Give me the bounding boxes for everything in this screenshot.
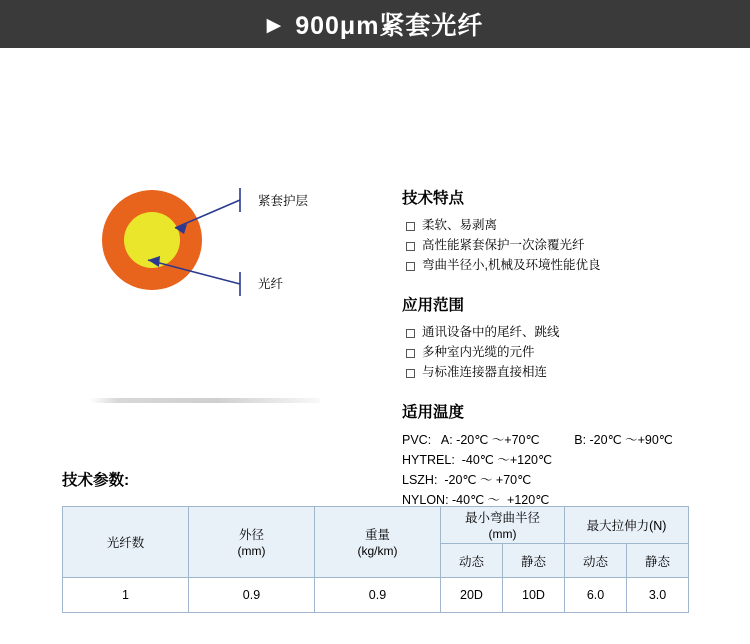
cell-outer-diameter: 0.9 (189, 578, 315, 613)
header-fiber-count: 光纤数 (63, 507, 189, 578)
fiber-strand-image (90, 398, 320, 403)
applications-heading: 应用范围 (402, 297, 465, 314)
cell-fiber-count: 1 (63, 578, 189, 613)
header-outer-diameter-unit: (mm) (237, 544, 266, 558)
checkbox-icon (406, 369, 415, 378)
header-weight-unit: (kg/km) (357, 544, 398, 558)
fiber-core-shape (124, 212, 180, 268)
temperature-line: HYTREL: -40℃ ～+120℃ (402, 453, 553, 467)
feature-item-label: 弯曲半径小,机械及环境性能优良 (422, 258, 601, 272)
checkbox-icon (406, 329, 415, 338)
triangle-right-icon: ▶ (266, 14, 282, 36)
header-outer-diameter (189, 507, 315, 578)
application-item (402, 343, 732, 362)
parameters-table (62, 506, 689, 613)
header-bend-static: 静态 (503, 544, 565, 578)
checkbox-icon (406, 242, 415, 251)
header-tensile-static: 静态 (627, 544, 689, 578)
application-item-label: 与标准连接器直接相连 (422, 365, 548, 379)
temperature-list (402, 430, 732, 510)
temperature-line: NYLON: -40℃ ～ +120℃ (402, 493, 550, 507)
header-outer-diameter-label: 外径 (238, 528, 264, 542)
checkbox-icon (406, 262, 415, 271)
header-max-tensile: 最大拉伸力(N) (565, 507, 689, 544)
cell-tensile-static: 3.0 (627, 578, 689, 613)
application-item-label: 多种室内光缆的元件 (422, 345, 535, 359)
cell-bend-dynamic: 20D (441, 578, 503, 613)
feature-item-label: 柔软、易剥离 (422, 218, 498, 232)
table-row (63, 578, 689, 613)
header-weight (315, 507, 441, 578)
feature-item (402, 256, 732, 275)
header-min-bend-radius (441, 507, 565, 544)
header-min-bend-radius-label: 最小弯曲半径 (465, 511, 541, 525)
application-item-label: 通讯设备中的尾纤、跳线 (422, 325, 560, 339)
fiber-diagram (0, 48, 380, 468)
page-header (0, 0, 750, 48)
header-tensile-dynamic: 动态 (565, 544, 627, 578)
header-min-bend-radius-unit: (mm) (488, 527, 517, 541)
page-title: 900μm紧套光纤 (295, 12, 484, 40)
header-bend-dynamic: 动态 (441, 544, 503, 578)
cell-bend-static: 10D (503, 578, 565, 613)
checkbox-icon (406, 349, 415, 358)
specs-column (402, 186, 732, 510)
temperature-line: PVC: A: -20℃ ～+70℃ B: -20℃ ～+90℃ (402, 433, 673, 447)
feature-item (402, 216, 732, 235)
table-head (63, 507, 689, 578)
label-optical-fiber: 光纤 (258, 277, 284, 291)
features-heading: 技术特点 (402, 190, 465, 207)
table-header-row-top (63, 507, 689, 544)
feature-item-label: 高性能紧套保护一次涂覆光纤 (422, 238, 585, 252)
table-body (63, 578, 689, 613)
table-caption: 技术参数: (62, 472, 130, 489)
feature-item (402, 236, 732, 255)
cell-tensile-dynamic: 6.0 (565, 578, 627, 613)
temperature-line: LSZH: -20℃ ～ +70℃ (402, 473, 532, 487)
temperature-heading: 适用温度 (402, 404, 465, 421)
application-item (402, 363, 732, 382)
checkbox-icon (406, 222, 415, 231)
tight-buffer-layer-shape (102, 190, 202, 290)
application-item (402, 323, 732, 342)
header-weight-label: 重量 (364, 528, 390, 542)
cell-weight: 0.9 (315, 578, 441, 613)
label-tight-buffer: 紧套护层 (258, 194, 309, 208)
